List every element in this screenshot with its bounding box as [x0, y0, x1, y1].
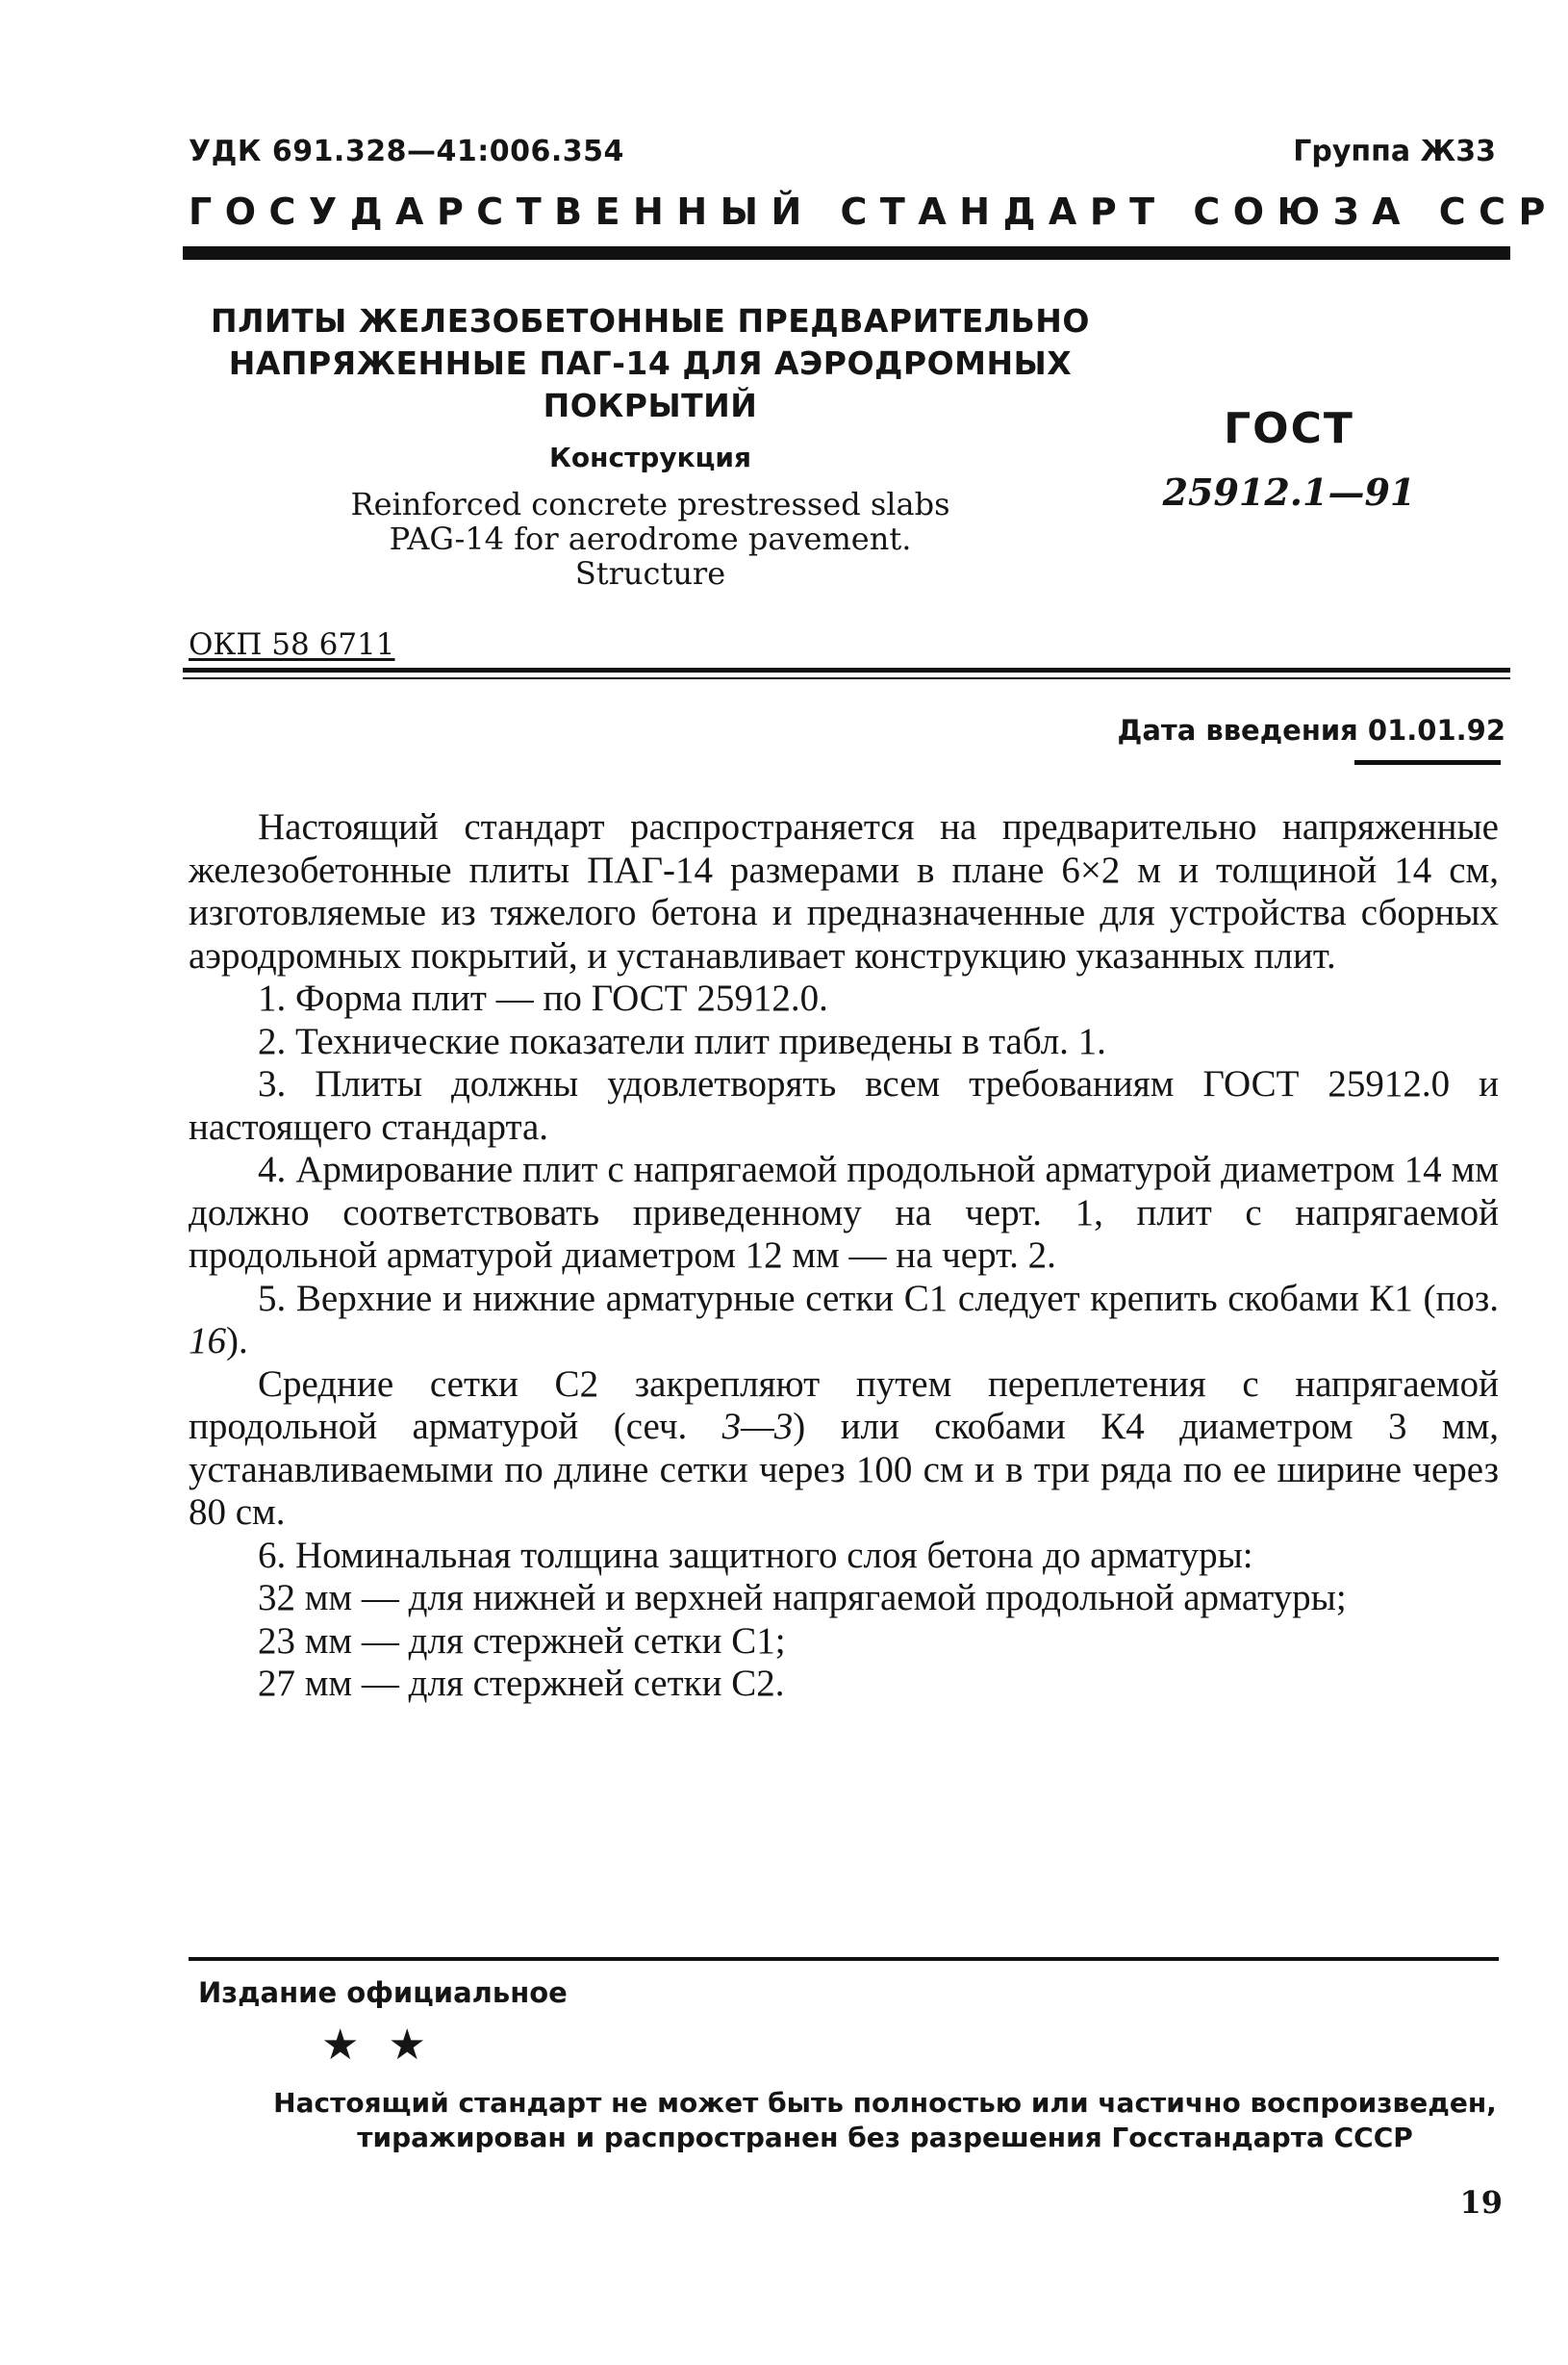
paragraph-6-item-a: 32 мм — для нижней и верхней напрягаемой продольной арматуры; [258, 1577, 1347, 1618]
paragraph-5 [189, 1278, 1499, 1363]
paragraph-3: 3. Плиты должны удовлетворять всем требованиям ГОСТ 25912.0 и настоящего стандарта. [189, 1063, 1499, 1148]
title-line-3: ПОКРЫТИЙ [543, 387, 758, 424]
title-line-2: НАПРЯЖЕННЫЕ ПАГ-14 ДЛЯ АЭРОДРОМНЫХ [228, 344, 1073, 382]
title-rule-thick [183, 668, 1510, 673]
paragraph-1: 1. Форма плит — по ГОСТ 25912.0. [258, 978, 828, 1019]
header-rule [183, 246, 1510, 260]
okp-code: ОКП 58 6711 [189, 627, 395, 662]
paragraph-5-text-b: ). [226, 1320, 248, 1361]
paragraph-5-second [189, 1363, 1499, 1535]
udk-code: УДК 691.328—41:006.354 [189, 135, 624, 168]
date-rule [1354, 760, 1501, 765]
group-code: Группа Ж33 [1293, 135, 1496, 168]
body-text [189, 806, 1499, 1706]
title-subtitle: Конструкция [549, 442, 751, 473]
gost-designation [1135, 404, 1443, 514]
copyright-notice [260, 2086, 1510, 2155]
title-rule-thin [183, 677, 1510, 679]
paragraph-6-item-b: 23 мм — для стержней сетки С1; [258, 1619, 786, 1662]
paragraph-2: 2. Технические показатели плит приведены в табл. 1. [258, 1020, 1106, 1062]
page-number: 19 [1459, 2184, 1503, 2221]
gost-label: ГОСТ [1224, 404, 1354, 453]
paragraph-6: 6. Номинальная толщина защитного слоя бетона до арматуры: [258, 1534, 1253, 1576]
stars-ornament: ★★ [321, 2021, 455, 2070]
title-line-1: ПЛИТЫ ЖЕЛЕЗОБЕТОННЫЕ ПРЕДВАРИТЕЛЬНО [211, 302, 1090, 340]
paragraph-5-text-a: 5. Верхние и нижние арматурные сетки С1 следует крепить скобами К1 (поз. [258, 1277, 1499, 1319]
copyright-line-2: тиражирован и распространен без разрешения Госстандарта СССР [357, 2122, 1413, 2153]
paragraph-5-second-text-b: ) или скобами К4 диаметром 3 мм, устанавливаемыми по длине сетки через 100 см и в три ряда по ее ширине через 80 см. [189, 1406, 1499, 1533]
paragraph-intro: Настоящий стандарт распространяется на предварительно напряженные железобетонные плиты ПАГ-14 размерами в плане 6×2 м и толщиной 14 см, изготовляемые из тяжелого бетона и предназначенные для устройства сборных аэродромных покрытий, и устанавливает конструкцию указанных плит. [189, 806, 1499, 977]
footer-rule [189, 1957, 1499, 1961]
title-block [189, 300, 1112, 591]
paragraph-4: 4. Армирование плит с напрягаемой продольной арматурой диаметром 14 мм должно соответствовать приведенному на черт. 1, плит с напрягаемой продольной арматурой диаметром 12 мм — на черт. 2. [189, 1149, 1499, 1276]
introduction-date: Дата введения 01.01.92 [1117, 714, 1505, 747]
title-english: Reinforced concrete prestressed slabs PAG-14 for aerodrome pavement. Structure [350, 486, 950, 592]
official-edition: Издание официальное [198, 1976, 568, 2009]
copyright-line-1: Настоящий стандарт не может быть полностью или частично воспроизведен, [273, 2087, 1497, 2119]
paragraph-5-section: 3—3 [721, 1406, 794, 1447]
gost-number: 25912.1—91 [1162, 470, 1416, 514]
paragraph-5-second-text-a: Средние сетки С2 закрепляют путем переплетения с напрягаемой продольной арматурой (сеч. [189, 1362, 1499, 1447]
state-standard-heading: ГОСУДАРСТВЕННЫЙ СТАНДАРТ СОЮЗА ССР [189, 191, 1558, 233]
paragraph-5-position: 16 [189, 1320, 226, 1361]
paragraph-6-item-c: 27 мм — для стержней сетки С2. [258, 1663, 785, 1704]
